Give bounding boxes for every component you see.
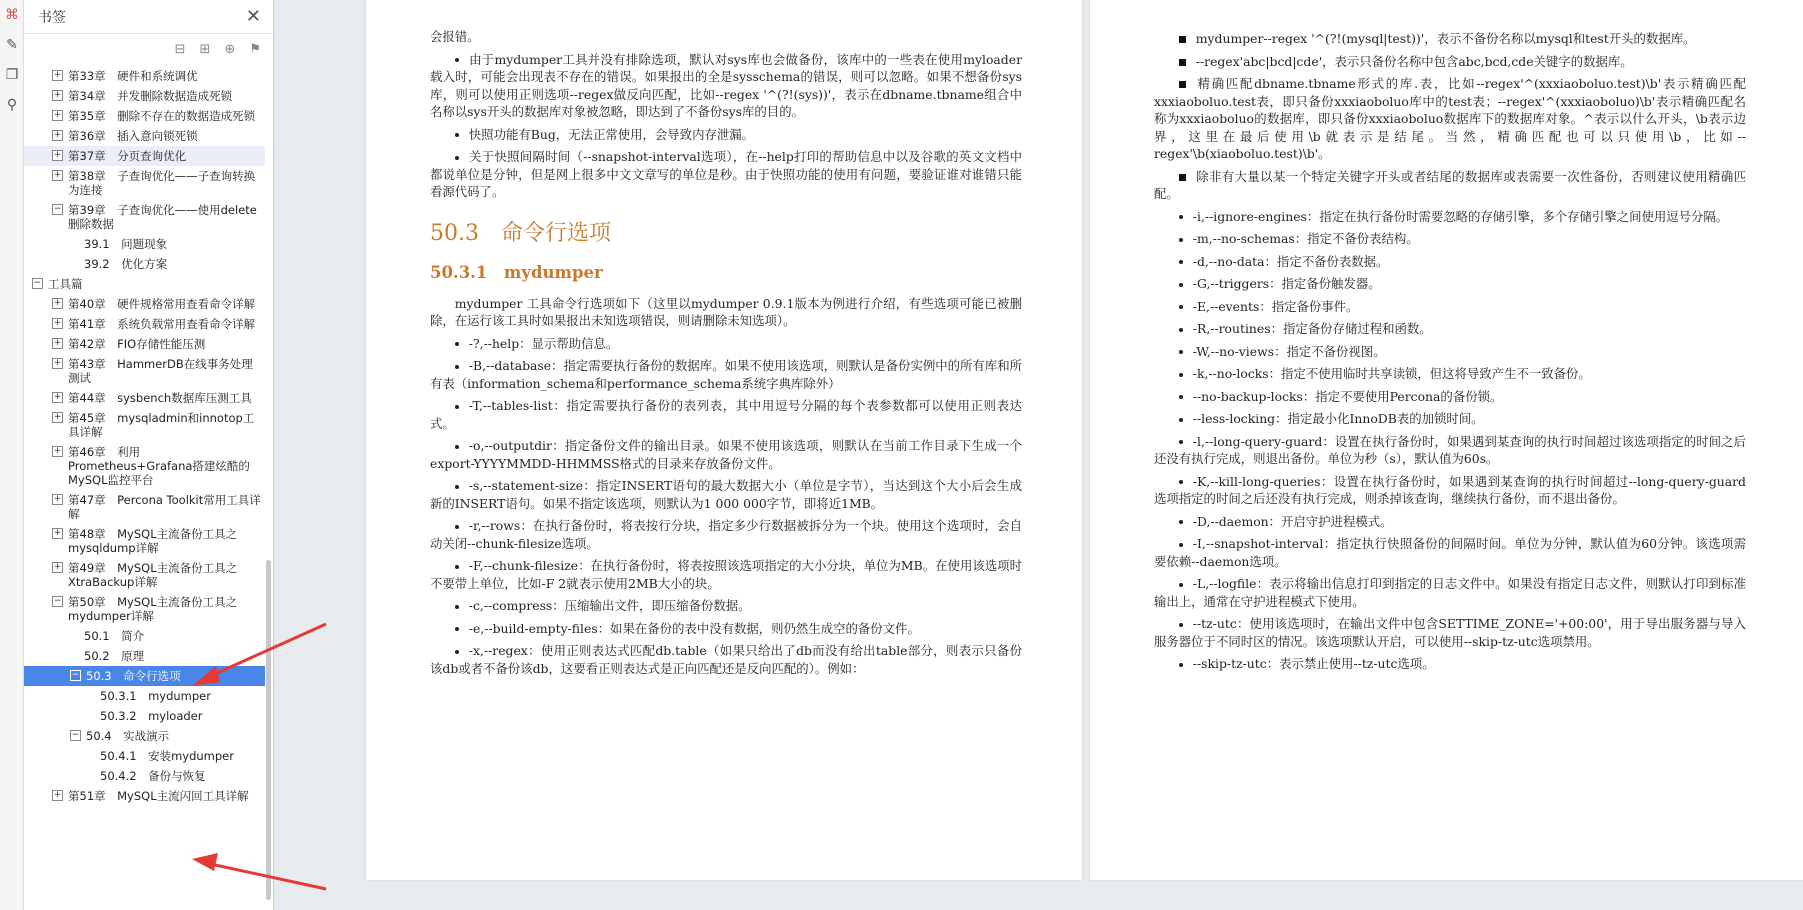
bookmark-label: 第38章 子查询优化——子查询转换为连接 <box>68 169 256 197</box>
bookmark-label: 50.1 简介 <box>84 629 145 643</box>
bookmark-label: 第36章 插入意向锁死锁 <box>68 129 198 143</box>
close-icon[interactable]: ✕ <box>245 6 261 27</box>
bookmark-label: 50.3.1 mydumper <box>100 689 211 703</box>
bookmark-icon[interactable]: ⌘ <box>5 7 19 23</box>
page-left <box>366 0 1082 880</box>
bookmark-label: 第42章 FIO存储性能压测 <box>68 337 206 351</box>
paragraph: mydumper 工具命令行选项如下（这里以mydumper 0.9.1版本为例进行介绍，有些选项可能已被删除，在运行该工具时如果报出未知选项错误，则请删除未知选项）。 <box>430 295 1022 328</box>
expand-icon[interactable]: + <box>53 318 62 328</box>
list-item: -E,--events：指定备份事件。 <box>1154 298 1746 316</box>
bookmark-panel <box>24 0 274 910</box>
paragraph: 会报错。 <box>430 29 480 44</box>
section-heading: 50.3 命令行选项 <box>430 220 611 246</box>
list-item: -c,--compress：压缩输出文件，即压缩备份数据。 <box>430 597 1022 615</box>
list-item: -m,--no-schemas：指定不备份表结构。 <box>1154 230 1746 248</box>
list-item: 快照功能有Bug，无法正常使用，会导致内存泄漏。 <box>430 126 1022 144</box>
bullet-icon <box>1179 373 1183 377</box>
bookmark-label: 第46章 利用Prometheus+Grafana搭建炫酷的MySQL监控平台 <box>68 445 250 487</box>
document-view <box>274 0 1803 910</box>
expand-icon[interactable]: + <box>53 298 62 308</box>
bullet-icon <box>455 525 459 529</box>
bookmark-item[interactable] <box>24 354 265 388</box>
expand-icon[interactable]: + <box>53 790 62 800</box>
bookmark-item[interactable] <box>24 558 265 592</box>
list-item: -G,--triggers：指定备份触发器。 <box>1154 275 1746 293</box>
bookmark-label: 第34章 并发删除数据造成死锁 <box>68 89 233 103</box>
list-item: -R,--routines：指定备份存储过程和函数。 <box>1154 320 1746 338</box>
expand-icon[interactable]: + <box>53 70 62 80</box>
bookmark-panel-title: 书签 <box>38 9 66 26</box>
expand-all-icon[interactable]: ⊟ <box>174 41 186 57</box>
square-bullet-icon <box>1179 81 1186 88</box>
bullet-icon <box>455 133 459 137</box>
pages-icon[interactable]: ❐ <box>5 67 19 83</box>
bullet-icon <box>1179 480 1183 484</box>
bullet-icon <box>1179 328 1183 332</box>
expand-icon[interactable]: + <box>53 358 62 368</box>
expand-icon[interactable]: + <box>53 392 62 402</box>
list-item: -l,--long-query-guard：设置在执行备份时，如果遇到某查询的执行时间超过该选项指定的时间之后还没有执行完成，则退出备份。单位为秒（s），默认值为60s。 <box>1154 433 1746 466</box>
bullet-icon <box>455 405 459 409</box>
bookmark-toolbar <box>24 34 273 64</box>
expand-icon[interactable]: + <box>53 338 62 348</box>
bullet-icon <box>1179 440 1183 444</box>
bullet-icon <box>1179 283 1183 287</box>
collapse-all-icon[interactable]: ⊞ <box>199 41 211 57</box>
list-item: -s,--statement-size：指定INSERT语句的最大数据大小（单位是字节），当达到这个大小后会生成新的INSERT语句。如果不指定该选项，则默认为1 000 000字节，即将近1MB。 <box>430 478 1022 511</box>
bullet-icon <box>455 365 459 369</box>
bookmark-item[interactable] <box>24 746 265 766</box>
bookmark-label: 第43章 HammerDB在线事务处理测试 <box>68 357 253 385</box>
bullet-icon <box>455 58 459 62</box>
bullet-icon <box>1179 215 1183 219</box>
bookmark-label: 39.2 优化方案 <box>84 257 168 271</box>
list-item: --less-locking：指定最小化InnoDB表的加锁时间。 <box>1154 410 1746 428</box>
bullet-icon <box>1179 520 1183 524</box>
bookmark-scrollbar[interactable] <box>266 560 271 900</box>
bookmark-item[interactable] <box>24 334 265 354</box>
search-icon[interactable]: ⚲ <box>6 97 18 113</box>
bullet-icon <box>1179 623 1183 627</box>
bookmark-item[interactable] <box>24 666 265 686</box>
bookmark-item[interactable] <box>24 408 265 442</box>
annotation-icon[interactable]: ✎ <box>6 37 18 53</box>
bookmark-label: 第48章 MySQL主流备份工具之mysqldump详解 <box>68 527 238 555</box>
list-item: mydumper--regex '^(?!(mysql|test))'，表示不备份名称以mysql和test开头的数据库。 <box>1154 30 1746 48</box>
expand-icon[interactable]: + <box>53 170 62 180</box>
bullet-icon <box>455 342 459 346</box>
expand-icon[interactable]: + <box>53 562 62 572</box>
bullet-icon <box>1179 238 1183 242</box>
bookmark-item[interactable] <box>24 234 265 254</box>
bookmark-item[interactable] <box>24 524 265 558</box>
bookmark-label: 第49章 MySQL主流备份工具之XtraBackup详解 <box>68 561 238 589</box>
bookmark-item[interactable] <box>24 254 265 274</box>
sidebar-icon-strip <box>0 0 24 910</box>
subsection-heading: 50.3.1 mydumper <box>430 262 603 282</box>
expand-icon[interactable]: + <box>53 150 62 160</box>
bookmark-item[interactable] <box>24 314 265 334</box>
regex-example-list <box>1154 30 1746 203</box>
collapse-icon[interactable]: − <box>71 730 80 740</box>
bookmark-label: 第47章 Percona Toolkit常用工具详解 <box>68 493 261 521</box>
bullet-icon <box>1179 583 1183 587</box>
bookmark-item[interactable] <box>24 388 265 408</box>
bookmark-flag-icon[interactable]: ⚑ <box>249 41 261 57</box>
collapse-icon[interactable]: − <box>71 670 80 680</box>
list-item: -o,--outputdir：指定备份文件的输出目录。如果不使用该选项，则默认在当前工作目录下生成一个export-YYYYMMDD-HHMMSS格式的目录来存放备份文件。 <box>430 438 1022 471</box>
list-item: -e,--build-empty-files：如果在备份的表中没有数据，则仍然生成空的备份文件。 <box>430 620 1022 638</box>
bookmark-label: 50.4.2 备份与恢复 <box>100 769 206 783</box>
bookmark-label: 第45章 mysqladmin和innotop工具详解 <box>68 411 255 439</box>
bookmark-item[interactable] <box>24 294 265 314</box>
bullet-icon <box>455 565 459 569</box>
bookmark-label: 第41章 系统负载常用查看命令详解 <box>68 317 256 331</box>
add-bookmark-icon[interactable]: ⊕ <box>224 41 236 57</box>
bookmark-label: 50.4.1 安装mydumper <box>100 749 234 763</box>
expand-icon[interactable]: + <box>53 90 62 100</box>
bookmark-panel-header <box>24 0 273 34</box>
list-item: 精确匹配dbname.tbname形式的库.表，比如--regex'^(xxxiaoboluo.test)\b'表示精确匹配xxxiaoboluo.test表，即只备份xxxiaoboluo库中的test表；--regex'^(xxxiaoboluo)\b'表示精确匹配名称为xxxiaoboluo的数据库，即只备份xxxiaoboluo数据库下的数据库对象。^表示以什么开头，\b表示边界，这里在最后使用\b就表示是结尾。当然，精确匹配也可以只使用\b，比如--regex'\b(xiaoboluo.test)\b'。 <box>1154 76 1746 161</box>
list-item: -L,--logfile：表示将输出信息打印到指定的日志文件中。如果没有指定日志文件，则默认打印到标准输出上，通常在守护进程模式下使用。 <box>1154 576 1746 609</box>
bookmark-label: 第39章 子查询优化——使用delete删除数据 <box>68 203 257 231</box>
option-list <box>1154 208 1746 673</box>
list-item: -d,--no-data：指定不备份表数据。 <box>1154 253 1746 271</box>
list-item: -W,--no-views：指定不备份视图。 <box>1154 343 1746 361</box>
bookmark-item[interactable] <box>24 786 265 806</box>
bullet-icon <box>455 156 459 160</box>
bullet-icon <box>1179 418 1183 422</box>
square-bullet-icon <box>1179 174 1186 181</box>
bookmark-item[interactable] <box>24 146 265 166</box>
bookmark-item[interactable] <box>24 646 265 666</box>
collapse-icon[interactable]: − <box>33 278 42 288</box>
option-list <box>430 335 1022 678</box>
bookmark-item[interactable] <box>24 490 265 524</box>
list-item: --no-backup-locks：指定不要使用Percona的备份锁。 <box>1154 388 1746 406</box>
bookmark-label: 50.4 实战演示 <box>86 729 170 743</box>
list-item: -F,--chunk-filesize：在执行备份时，将表按照该选项指定的大小分块，单位为MB。在使用该选项时不要带上单位，比如-F 2就表示使用2MB大小的块。 <box>430 558 1022 591</box>
bookmark-item[interactable] <box>24 200 265 234</box>
expand-icon[interactable]: + <box>53 494 62 504</box>
list-item: -D,--daemon：开启守护进程模式。 <box>1154 513 1746 531</box>
collapse-icon[interactable]: − <box>53 596 62 606</box>
bookmark-label: 39.1 问题现象 <box>84 237 168 251</box>
bookmark-item[interactable] <box>24 86 265 106</box>
square-bullet-icon <box>1179 36 1186 43</box>
bullet-icon <box>1179 260 1183 264</box>
list-item: -K,--kill-long-queries：设置在执行备份时，如果遇到某查询的执行时间超过--long-query-guard选项指定的时间之后还没有执行完成，则杀掉该查询，继续执行备份，而不退出备份。 <box>1154 473 1746 506</box>
list-item: 由于mydumper工具并没有排除选项，默认对sys库也会做备份，该库中的一些表在使用myloader载入时，可能会出现表不存在的错误。如果报出的全是sysschema的错误，则可以忽略。如果不想备份sys库，则可以使用正则选项--regex做反向匹配，比如--regex '^(?!(sys))'，表示在dbname.tbname组合中名称以sys开头的数据库对象被忽略，即达到了不备份sys库的目的。 <box>430 51 1022 119</box>
list-item: --skip-tz-utc：表示禁止使用--tz-utc选项。 <box>1154 655 1746 673</box>
bookmark-item[interactable] <box>24 592 265 626</box>
list-item: -?,--help：显示帮助信息。 <box>430 335 1022 353</box>
list-item: 除非有大量以某一个特定关键字开头或者结尾的数据库或表需要一次性备份，否则建议使用精确匹配。 <box>1154 168 1746 201</box>
list-item: -T,--tables-list：指定需要执行备份的表列表，其中用逗号分隔的每个表参数都可以使用正则表达式。 <box>430 398 1022 431</box>
list-item: 关于快照间隔时间（--snapshot-interval选项），在--help打印的帮助信息中以及谷歌的英文文档中都说单位是分钟，但是网上很多中文文章写的单位是秒。由于快照功能的使用有问题，要验证谁对谁错只能看源代码了。 <box>430 149 1022 199</box>
expand-icon[interactable]: + <box>53 110 62 120</box>
expand-icon[interactable]: + <box>53 528 62 538</box>
bookmark-label: 第33章 硬件和系统调优 <box>68 69 198 83</box>
list-item: -k,--no-locks：指定不使用临时共享读锁，但这将导致产生不一致备份。 <box>1154 365 1746 383</box>
list-item: -i,--ignore-engines：指定在执行备份时需要忽略的存储引擎，多个存储引擎之间使用逗号分隔。 <box>1154 208 1746 226</box>
bullet-icon <box>455 485 459 489</box>
bookmark-item[interactable] <box>24 626 265 646</box>
square-bullet-icon <box>1179 59 1186 66</box>
expand-icon[interactable]: + <box>53 446 62 456</box>
bullet-icon <box>455 627 459 631</box>
list-item: -x,--regex：使用正则表达式匹配db.table（如果只给出了db而没有给出table部分，则表示只备份该db或者不备份该db，这要看正则表达式是正向匹配还是反向匹配的）。例如： <box>430 643 1022 676</box>
list-item: -B,--database：指定需要执行备份的数据库。如果不使用该选项，则默认是备份实例中的所有库和所有表（information_schema和performance_schema系统字典库除外） <box>430 358 1022 391</box>
bookmark-label: 第44章 sysbench数据库压测工具 <box>68 391 252 405</box>
list-item: --tz-utc：使用该选项时，在输出文件中包含SETTIME_ZONE='+00:00'，用于导出服务器与导入服务器位于不同时区的情况。该选项默认开启，可以使用--skip-tz-utc选项禁用。 <box>1154 616 1746 649</box>
page-right <box>1090 0 1803 880</box>
bookmark-item[interactable] <box>24 106 265 126</box>
bullet-icon <box>455 445 459 449</box>
bookmark-item[interactable] <box>24 706 265 726</box>
collapse-icon[interactable]: − <box>53 204 62 214</box>
expand-icon[interactable]: + <box>53 130 62 140</box>
bookmark-item[interactable] <box>24 66 265 86</box>
bookmark-item[interactable] <box>24 686 265 706</box>
bookmark-label: 50.2 原理 <box>84 649 145 663</box>
bookmark-label: 第50章 MySQL主流备份工具之mydumper详解 <box>68 595 238 623</box>
bookmark-item[interactable] <box>24 442 265 490</box>
bookmark-item[interactable] <box>24 274 265 294</box>
bullet-icon <box>455 605 459 609</box>
bullet-icon <box>455 650 459 654</box>
bookmark-item[interactable] <box>24 766 265 786</box>
bullet-icon <box>1179 663 1183 667</box>
bookmark-label: 第37章 分页查询优化 <box>68 149 187 163</box>
list-item: -I,--snapshot-interval：指定执行快照备份的间隔时间。单位为分钟，默认值为60分钟。该选项需要依赖--daemon选项。 <box>1154 536 1746 569</box>
list-item: --regex'abc|bcd|cde'，表示只备份名称中包含abc,bcd,cde关键字的数据库。 <box>1154 53 1746 71</box>
bookmark-label: 第51章 MySQL主流闪回工具详解 <box>68 789 249 803</box>
bookmark-label: 工具篇 <box>48 277 83 291</box>
bookmark-label: 50.3 命令行选项 <box>86 669 181 683</box>
bookmark-item[interactable] <box>24 726 265 746</box>
expand-icon[interactable]: + <box>53 412 62 422</box>
bullet-icon <box>1179 350 1183 354</box>
bullet-icon <box>1179 543 1183 547</box>
list-item: -r,--rows：在执行备份时，将表按行分块，指定多少行数据被拆分为一个块。使用这个选项时，会自动关闭--chunk-filesize选项。 <box>430 518 1022 551</box>
bookmark-label: 第35章 删除不存在的数据造成死锁 <box>68 109 256 123</box>
bookmark-label: 50.3.2 myloader <box>100 709 203 723</box>
bookmark-tree <box>24 66 265 910</box>
bookmark-item[interactable] <box>24 126 265 146</box>
bullet-icon <box>1179 395 1183 399</box>
bullet-icon <box>1179 305 1183 309</box>
bookmark-item[interactable] <box>24 166 265 200</box>
bookmark-label: 第40章 硬件规格常用查看命令详解 <box>68 297 256 311</box>
